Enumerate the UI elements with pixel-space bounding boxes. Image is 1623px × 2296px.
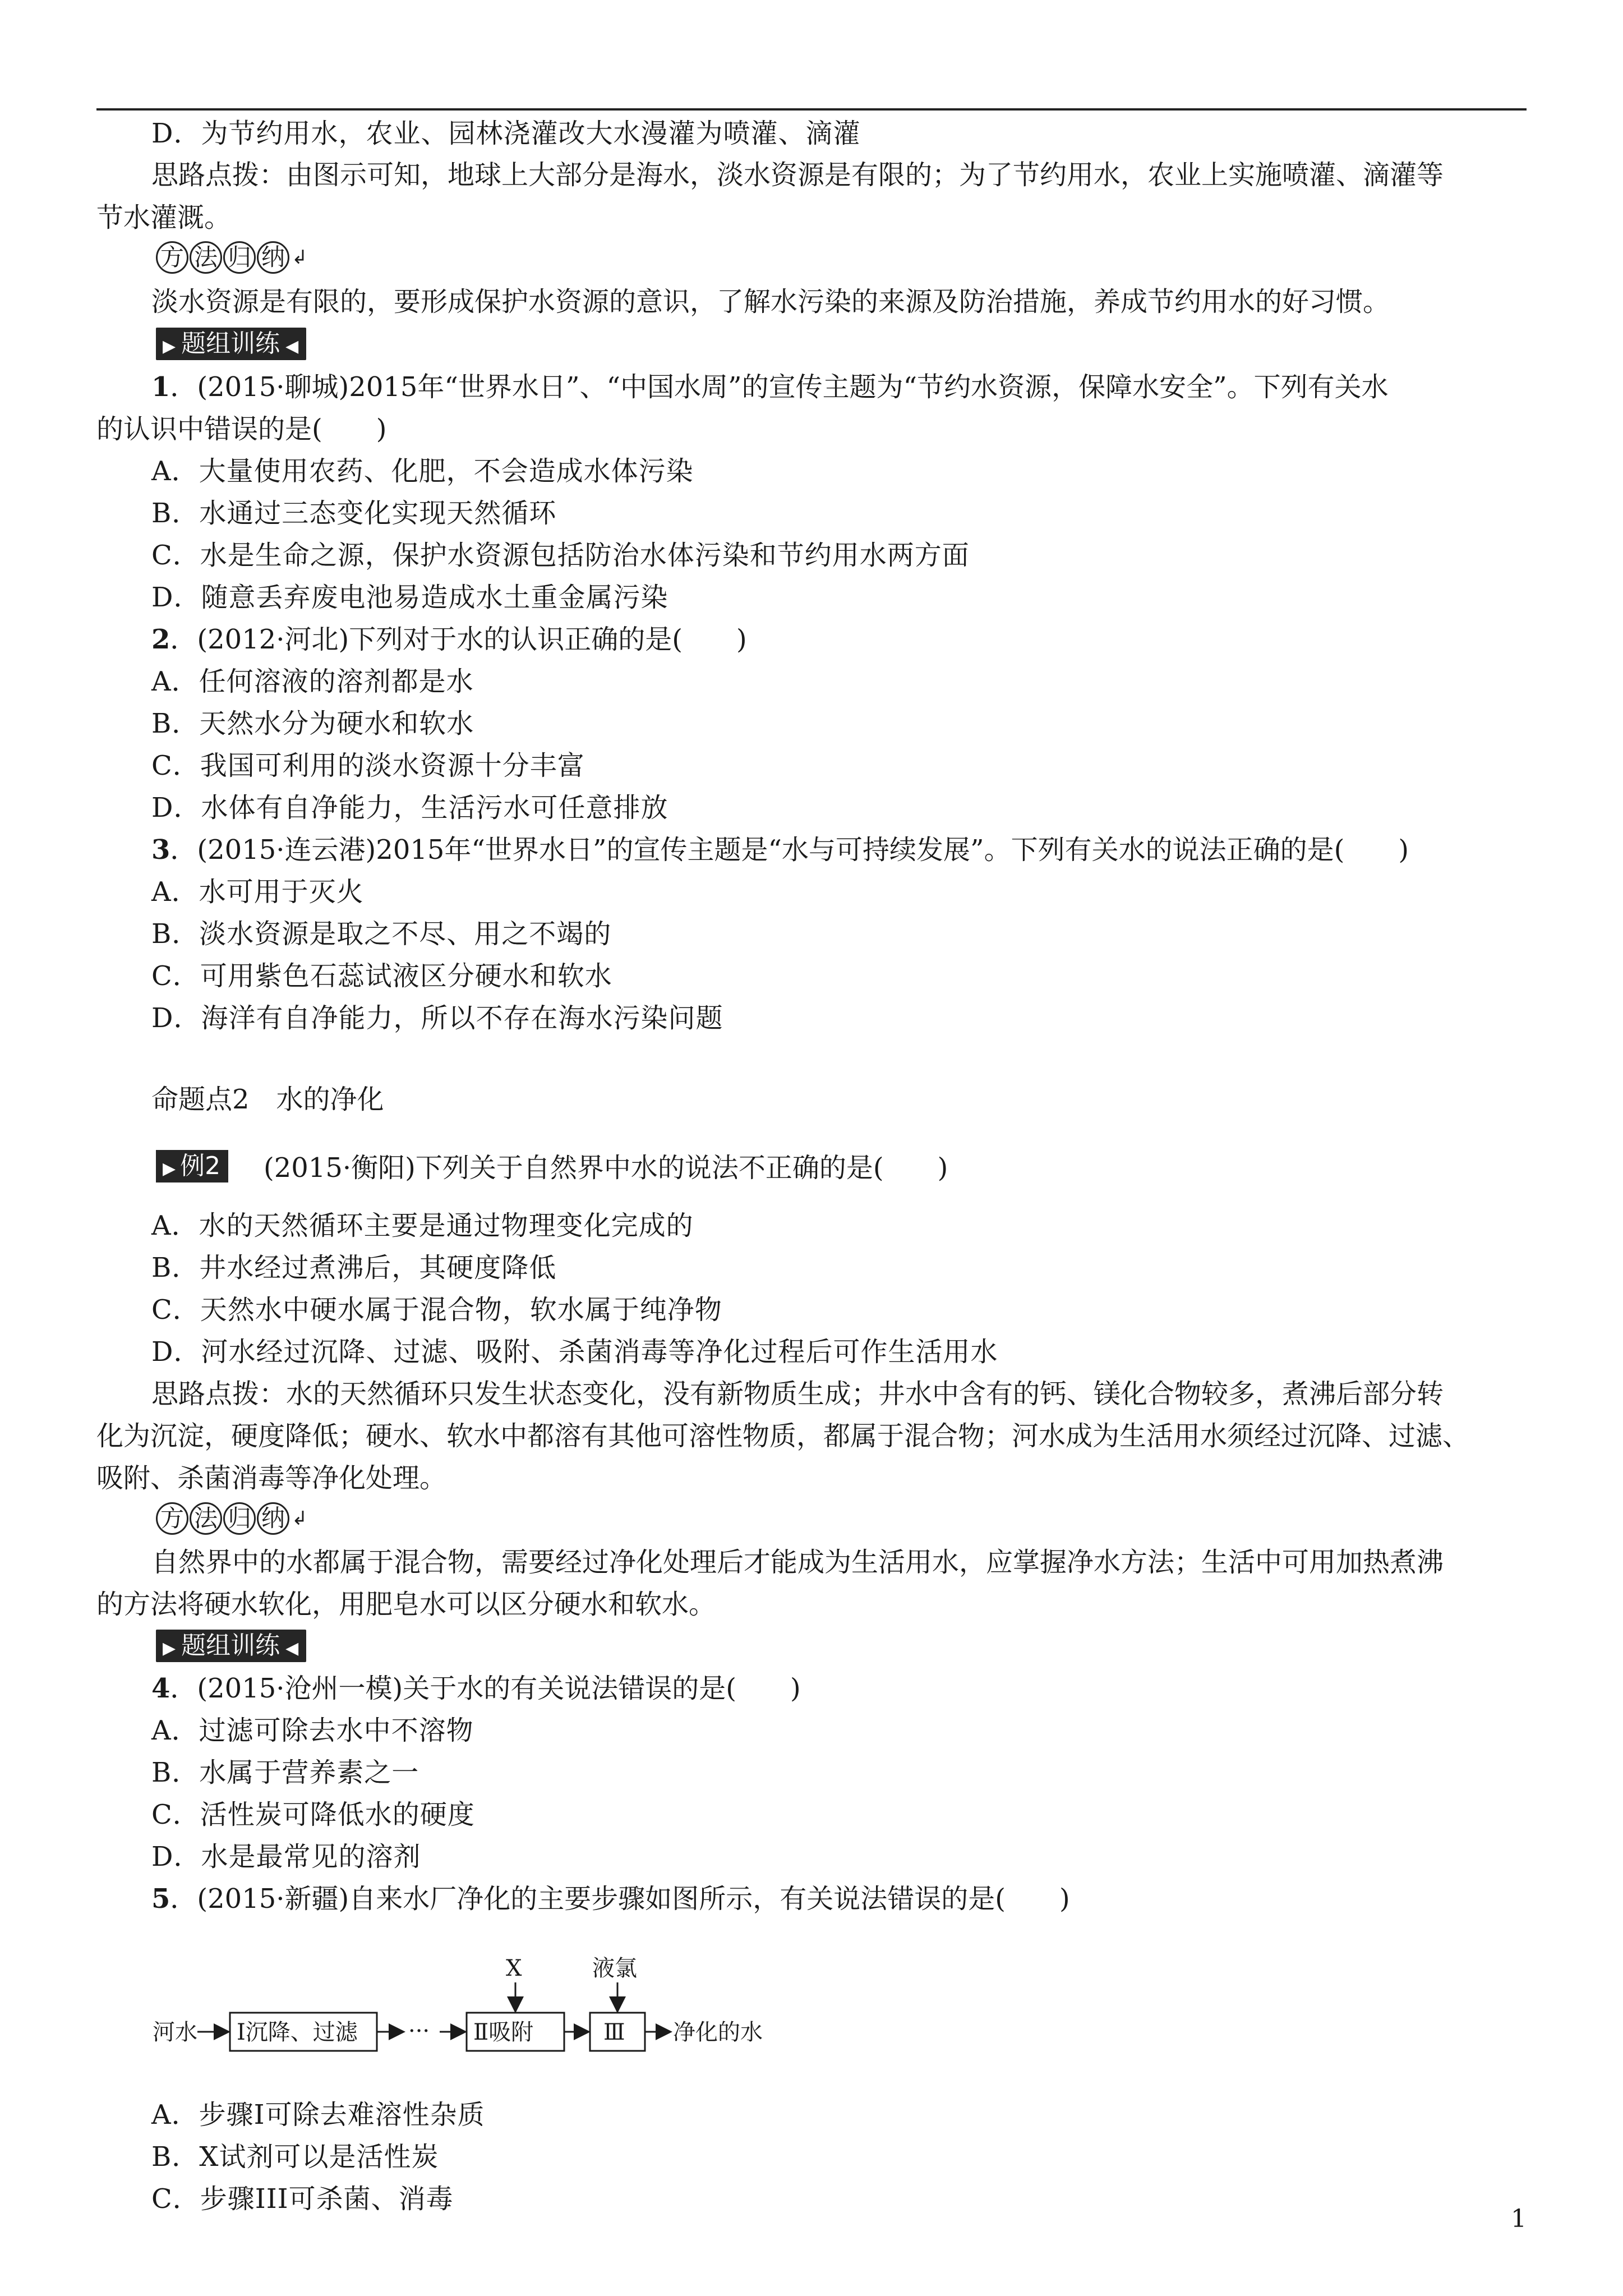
method-char: 法 xyxy=(190,241,222,274)
hint-line: 节水灌溉。 xyxy=(96,202,232,233)
hint-line: 吸附、杀菌消毒等净化处理。 xyxy=(96,1462,447,1494)
option: B．水通过三态变化实现天然循环 xyxy=(151,498,557,529)
method-summary-badge xyxy=(156,241,308,274)
section-title: 命题点2 水的净化 xyxy=(151,1084,384,1115)
question-3: 3．(2015·连云港)2015年“世界水日”的宣传主题是“水与可持续发展”。下列有关水的说法正确的是( ) xyxy=(151,834,1409,866)
method-char: 方 xyxy=(156,1502,188,1535)
option: A．水的天然循环主要是通过物理变化完成的 xyxy=(151,1210,694,1241)
flow-reagent-cl-label: 液氯 xyxy=(592,1955,637,1981)
method-char: 纳 xyxy=(257,1502,289,1535)
example-badge: ▶ 例2 xyxy=(156,1150,228,1182)
badge-label: 题组训练 xyxy=(181,1631,280,1660)
option: B．水属于营养素之一 xyxy=(151,1757,419,1788)
hint-line: 思路点拨：由图示可知，地球上大部分是海水，淡水资源是有限的；为了节约用水，农业上实施喷灌、滴灌等 xyxy=(151,159,1444,191)
option: C．天然水中硬水属于混合物，软水属于纯净物 xyxy=(151,1294,722,1326)
option: B．X试剂可以是活性炭 xyxy=(151,2141,439,2173)
method-text: 淡水资源是有限的，要形成保护水资源的意识，了解水污染的来源及防治措施，养成节约用水的好习惯。 xyxy=(151,286,1390,318)
flow-step-1-label: Ⅰ沉降、过滤 xyxy=(237,2019,358,2045)
question-2: 2．(2012·河北)下列对于水的认识正确的是( ) xyxy=(151,624,747,655)
example-text: (2015·衡阳)下列关于自然界中水的说法不正确的是( ) xyxy=(264,1152,948,1184)
method-text: 自然界中的水都属于混合物，需要经过净化处理后才能成为生活用水，应掌握净水方法；生活中可用加热煮沸 xyxy=(151,1547,1444,1578)
option: C．步骤III可杀菌、消毒 xyxy=(151,2183,454,2215)
flow-reagent-x-label: X xyxy=(506,1955,522,1981)
flow-output-label: 净化的水 xyxy=(673,2019,763,2045)
option: C．可用紫色石蕊试液区分硬水和软水 xyxy=(151,960,612,992)
option: D．河水经过沉降、过滤、吸附、杀菌消毒等净化过程后可作生活用水 xyxy=(151,1336,998,1368)
option: D．随意丢弃废电池易造成水土重金属污染 xyxy=(151,582,668,613)
triangle-right-icon: ▶ xyxy=(163,1639,176,1658)
option: D．水体有自净能力，生活污水可任意排放 xyxy=(151,792,668,823)
header-rule xyxy=(96,108,1527,111)
flow-step-2-label: Ⅱ吸附 xyxy=(473,2019,534,2045)
method-char: 纳 xyxy=(257,241,289,274)
option: A．大量使用农药、化肥，不会造成水体污染 xyxy=(151,455,694,487)
purification-flow-diagram xyxy=(151,1952,796,2087)
option: C．水是生命之源，保护水资源包括防治水体污染和节约用水两方面 xyxy=(151,540,970,571)
triangle-left-icon: ◀ xyxy=(285,337,299,356)
method-char: 归 xyxy=(223,241,256,274)
group-training-badge xyxy=(156,1630,306,1662)
arrow-hook-icon: ↲ xyxy=(292,1507,308,1530)
option: C．活性炭可降低水的硬度 xyxy=(151,1799,475,1830)
triangle-right-icon: ▶ xyxy=(163,1159,176,1179)
triangle-right-icon: ▶ xyxy=(163,337,176,356)
option: A．任何溶液的溶剂都是水 xyxy=(151,666,474,697)
option: D．水是最常见的溶剂 xyxy=(151,1841,421,1872)
page-number: 1 xyxy=(1511,2205,1527,2233)
method-text: 的方法将硬水软化，用肥皂水可以区分硬水和软水。 xyxy=(96,1589,716,1620)
arrow-hook-icon: ↲ xyxy=(292,246,308,269)
option-d-prev: D．为节约用水，农业、园林浇灌改大水漫灌为喷灌、滴灌 xyxy=(151,118,861,149)
method-char: 归 xyxy=(223,1502,256,1535)
flow-dots: ··· xyxy=(408,2018,430,2044)
option: A．步骤Ⅰ可除去难溶性杂质 xyxy=(151,2099,485,2131)
triangle-left-icon: ◀ xyxy=(285,1639,299,1658)
option: D．海洋有自净能力，所以不存在海水污染问题 xyxy=(151,1002,723,1034)
flow-input-label: 河水 xyxy=(153,2019,197,2045)
method-char: 法 xyxy=(190,1502,222,1535)
hint-line: 化为沉淀，硬度降低；硬水、软水中都溶有其他可溶性物质，都属于混合物；河水成为生活用水须经过沉降、过滤、 xyxy=(96,1420,1470,1452)
question-4: 4．(2015·沧州一模)关于水的有关说法错误的是( ) xyxy=(151,1673,801,1704)
question-1: 1．(2015·聊城)2015年“世界水日”、“中国水周”的宣传主题为“节约水资源，保障水安全”。下列有关水 xyxy=(151,371,1389,403)
option: B．井水经过煮沸后，其硬度降低 xyxy=(151,1252,557,1283)
option: B．天然水分为硬水和软水 xyxy=(151,708,474,739)
option: C．我国可利用的淡水资源十分丰富 xyxy=(151,750,585,781)
flow-step-3-label: Ⅲ xyxy=(603,2019,625,2045)
method-char: 方 xyxy=(156,241,188,274)
method-summary-badge xyxy=(156,1502,308,1535)
hint-line: 思路点拨：水的天然循环只发生状态变化，没有新物质生成；井水中含有的钙、镁化合物较多，煮沸后部分转 xyxy=(151,1378,1444,1410)
option: B．淡水资源是取之不尽、用之不竭的 xyxy=(151,918,612,950)
option: A．水可用于灭火 xyxy=(151,876,364,908)
group-training-badge xyxy=(156,328,306,360)
option: A．过滤可除去水中不溶物 xyxy=(151,1715,474,1746)
badge-label: 题组训练 xyxy=(181,329,280,358)
question-5: 5．(2015·新疆)自来水厂净化的主要步骤如图所示，有关说法错误的是( ) xyxy=(151,1883,1070,1915)
question-1-cont: 的认识中错误的是( ) xyxy=(96,413,387,445)
